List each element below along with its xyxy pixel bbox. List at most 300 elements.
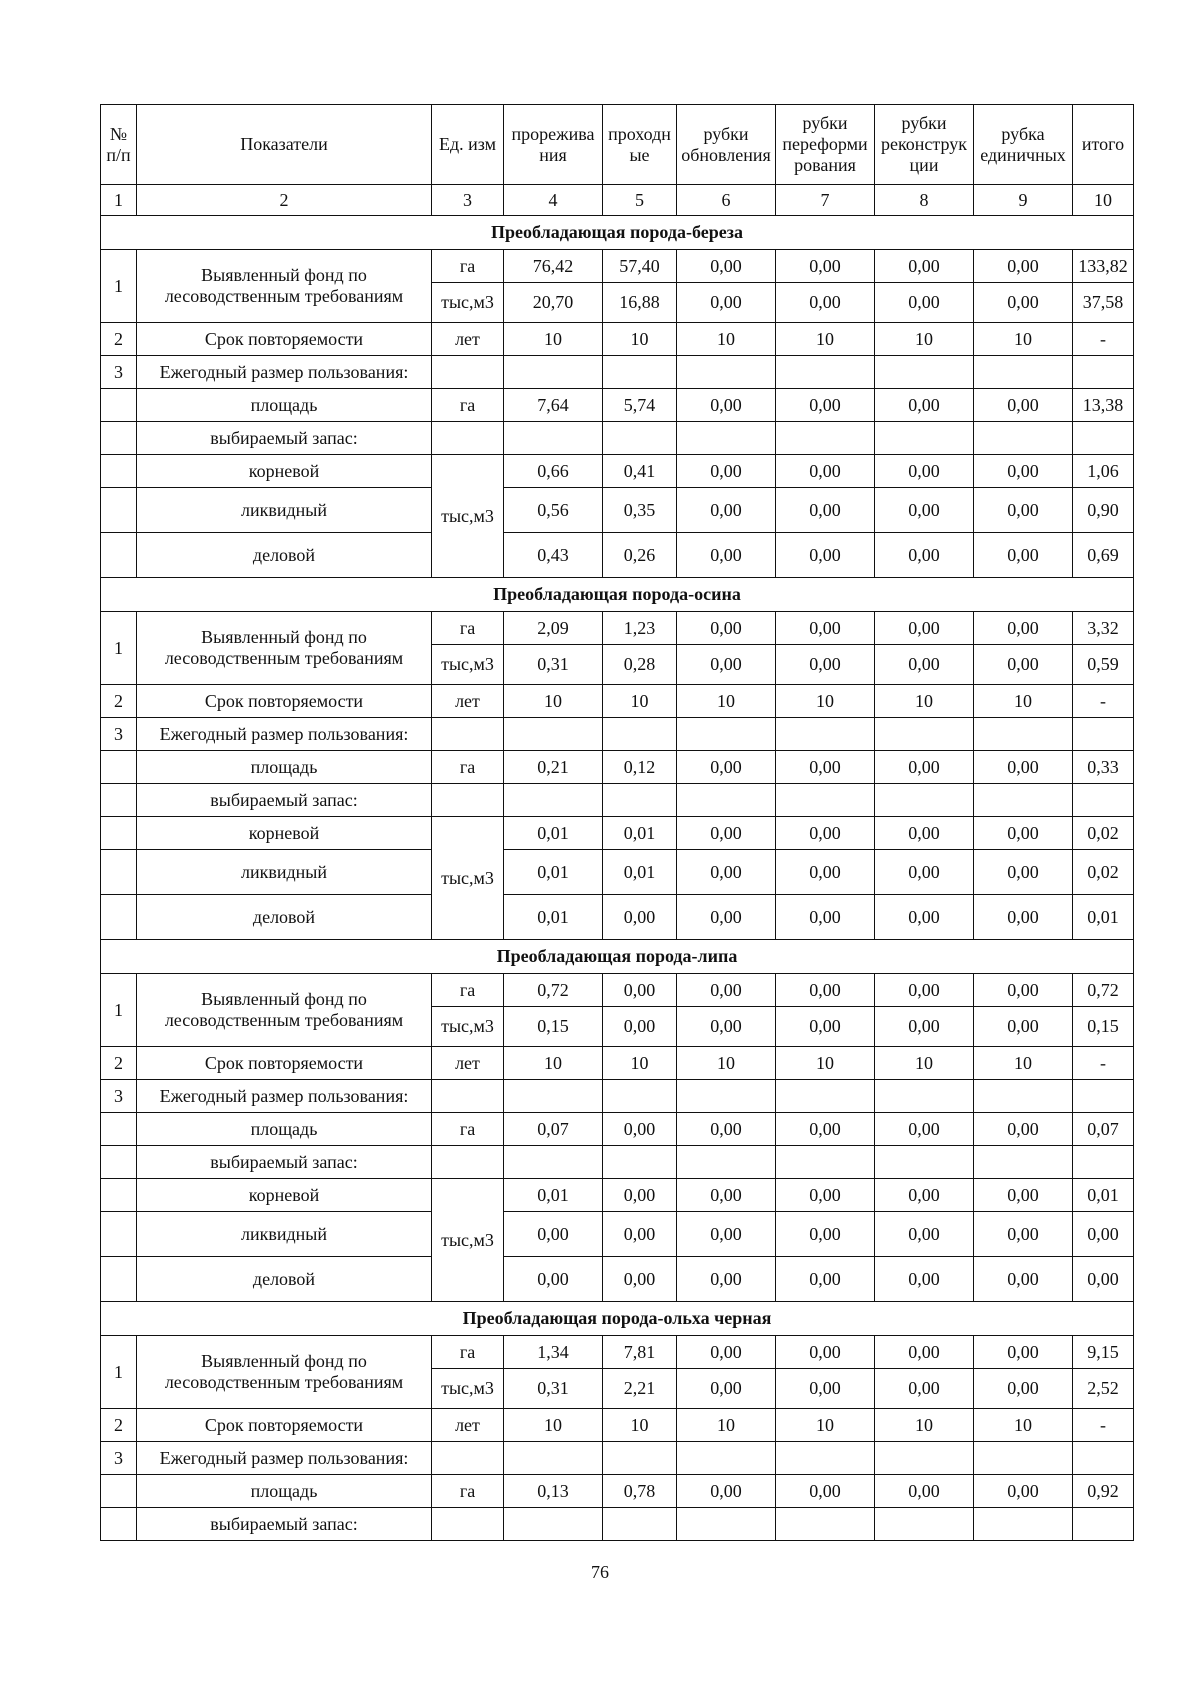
value-cell: 0,00 bbox=[776, 1007, 875, 1047]
empty-cell bbox=[776, 718, 875, 751]
empty-cell bbox=[1073, 356, 1134, 389]
empty-cell bbox=[504, 1508, 603, 1541]
value-cell: 133,82 bbox=[1073, 250, 1134, 283]
header-row bbox=[101, 105, 1134, 185]
row-label: выбираемый запас: bbox=[137, 784, 432, 817]
empty-cell bbox=[101, 817, 137, 850]
annual-row bbox=[101, 356, 1134, 389]
value-cell: 0,33 bbox=[1073, 751, 1134, 784]
empty-cell bbox=[974, 1080, 1073, 1113]
period-row bbox=[101, 1047, 1134, 1080]
value-cell: 0,00 bbox=[974, 817, 1073, 850]
value-cell: 0,00 bbox=[776, 1257, 875, 1302]
unit-cell: га bbox=[432, 250, 504, 283]
value-cell: 37,58 bbox=[1073, 283, 1134, 323]
empty-cell bbox=[776, 784, 875, 817]
empty-cell bbox=[101, 1146, 137, 1179]
row-number: 2 bbox=[101, 685, 137, 718]
row-number: 2 bbox=[101, 323, 137, 356]
value-cell: 0,02 bbox=[1073, 850, 1134, 895]
value-cell: 0,00 bbox=[677, 533, 776, 578]
empty-cell bbox=[101, 1179, 137, 1212]
empty-cell bbox=[875, 1508, 974, 1541]
value-cell: 0,00 bbox=[974, 612, 1073, 645]
empty-cell bbox=[432, 1508, 504, 1541]
area-row bbox=[101, 1475, 1134, 1508]
value-cell: 0,00 bbox=[776, 488, 875, 533]
row-number: 3 bbox=[101, 356, 137, 389]
empty-cell bbox=[1073, 422, 1134, 455]
empty-cell bbox=[677, 422, 776, 455]
value-cell: 0,00 bbox=[776, 533, 875, 578]
value-cell: 0,00 bbox=[677, 1257, 776, 1302]
row-label: корневой bbox=[137, 817, 432, 850]
value-cell: 0,00 bbox=[677, 1179, 776, 1212]
liquid-row bbox=[101, 488, 1134, 533]
value-cell: 10 bbox=[677, 1409, 776, 1442]
column-number-row bbox=[101, 185, 1134, 216]
row-number: 1 bbox=[101, 612, 137, 685]
value-cell: 16,88 bbox=[603, 283, 677, 323]
value-cell: 0,00 bbox=[1073, 1257, 1134, 1302]
value-cell: 20,70 bbox=[504, 283, 603, 323]
value-cell: 0,00 bbox=[974, 751, 1073, 784]
value-cell: 0,00 bbox=[677, 1007, 776, 1047]
column-number: 3 bbox=[432, 185, 504, 216]
empty-cell bbox=[776, 1442, 875, 1475]
value-cell: 0,07 bbox=[1073, 1113, 1134, 1146]
value-cell: 0,00 bbox=[677, 850, 776, 895]
value-cell: 0,00 bbox=[875, 1007, 974, 1047]
value-cell: 0,00 bbox=[776, 455, 875, 488]
empty-cell bbox=[776, 1508, 875, 1541]
value-cell: 0,00 bbox=[677, 283, 776, 323]
area-row bbox=[101, 751, 1134, 784]
annual-row bbox=[101, 1080, 1134, 1113]
value-cell: 0,00 bbox=[677, 612, 776, 645]
value-cell: 0,00 bbox=[974, 850, 1073, 895]
fund-row bbox=[101, 974, 1134, 1007]
section-title-row bbox=[101, 1302, 1134, 1336]
value-cell: 0,00 bbox=[603, 1179, 677, 1212]
header-cell: рубки переформи рования bbox=[776, 105, 875, 185]
empty-cell bbox=[101, 850, 137, 895]
value-cell: 0,00 bbox=[776, 389, 875, 422]
value-cell: 10 bbox=[677, 1047, 776, 1080]
annual-row bbox=[101, 718, 1134, 751]
header-cell: Ед. изм bbox=[432, 105, 504, 185]
row-label: ликвидный bbox=[137, 1212, 432, 1257]
value-cell: - bbox=[1073, 1047, 1134, 1080]
value-cell: 0,01 bbox=[603, 850, 677, 895]
value-cell: 0,00 bbox=[875, 850, 974, 895]
value-cell: 0,00 bbox=[677, 488, 776, 533]
value-cell: 0,59 bbox=[1073, 645, 1134, 685]
value-cell: 0,12 bbox=[603, 751, 677, 784]
value-cell: 0,35 bbox=[603, 488, 677, 533]
value-cell: 0,31 bbox=[504, 645, 603, 685]
value-cell: 0,00 bbox=[875, 1257, 974, 1302]
value-cell: 10 bbox=[504, 323, 603, 356]
value-cell: 0,00 bbox=[875, 1212, 974, 1257]
value-cell: 10 bbox=[974, 1047, 1073, 1080]
period-row bbox=[101, 323, 1134, 356]
value-cell: 0,00 bbox=[875, 817, 974, 850]
header-cell: рубка единичных bbox=[974, 105, 1073, 185]
value-cell: 0,00 bbox=[677, 1475, 776, 1508]
empty-cell bbox=[101, 1257, 137, 1302]
empty-cell bbox=[776, 1146, 875, 1179]
value-cell: 10 bbox=[875, 1047, 974, 1080]
value-cell: 0,00 bbox=[875, 1113, 974, 1146]
value-cell: 0,00 bbox=[776, 250, 875, 283]
value-cell: 0,00 bbox=[974, 250, 1073, 283]
section-title-row bbox=[101, 940, 1134, 974]
value-cell: 0,00 bbox=[875, 1369, 974, 1409]
value-cell: 57,40 bbox=[603, 250, 677, 283]
value-cell: 0,00 bbox=[776, 1212, 875, 1257]
value-cell: 0,28 bbox=[603, 645, 677, 685]
value-cell: 0,00 bbox=[677, 1212, 776, 1257]
empty-cell bbox=[677, 356, 776, 389]
row-number: 1 bbox=[101, 250, 137, 323]
value-cell: 0,02 bbox=[1073, 817, 1134, 850]
value-cell: 0,00 bbox=[677, 645, 776, 685]
unit-cell: тыс,м3 bbox=[432, 1179, 504, 1302]
value-cell: - bbox=[1073, 323, 1134, 356]
empty-cell bbox=[603, 356, 677, 389]
value-cell: 0,00 bbox=[974, 1257, 1073, 1302]
value-cell: 0,90 bbox=[1073, 488, 1134, 533]
header-cell: прорежива ния bbox=[504, 105, 603, 185]
empty-cell bbox=[504, 718, 603, 751]
value-cell: 0,00 bbox=[776, 1179, 875, 1212]
root-row bbox=[101, 1179, 1134, 1212]
value-cell: 7,81 bbox=[603, 1336, 677, 1369]
empty-cell bbox=[974, 1146, 1073, 1179]
value-cell: 0,00 bbox=[677, 389, 776, 422]
empty-cell bbox=[504, 356, 603, 389]
empty-cell bbox=[504, 1442, 603, 1475]
value-cell: 0,00 bbox=[974, 1179, 1073, 1212]
value-cell: 0,01 bbox=[504, 1179, 603, 1212]
value-cell: 10 bbox=[504, 1047, 603, 1080]
empty-cell bbox=[504, 784, 603, 817]
value-cell: 10 bbox=[875, 323, 974, 356]
empty-cell bbox=[432, 1442, 504, 1475]
unit-cell: лет bbox=[432, 1409, 504, 1442]
value-cell: 0,00 bbox=[677, 751, 776, 784]
value-cell: 10 bbox=[875, 685, 974, 718]
value-cell: 0,00 bbox=[1073, 1212, 1134, 1257]
value-cell: 0,00 bbox=[974, 1475, 1073, 1508]
empty-cell bbox=[101, 784, 137, 817]
value-cell: 0,00 bbox=[974, 488, 1073, 533]
value-cell: 0,00 bbox=[603, 1212, 677, 1257]
empty-cell bbox=[1073, 784, 1134, 817]
business-row bbox=[101, 1257, 1134, 1302]
empty-cell bbox=[677, 784, 776, 817]
row-label: деловой bbox=[137, 533, 432, 578]
value-cell: 0,00 bbox=[776, 895, 875, 940]
empty-cell bbox=[1073, 1146, 1134, 1179]
value-cell: 0,00 bbox=[875, 1179, 974, 1212]
empty-cell bbox=[101, 488, 137, 533]
value-cell: 0,00 bbox=[974, 455, 1073, 488]
root-row bbox=[101, 455, 1134, 488]
row-label: Ежегодный размер пользования: bbox=[137, 1442, 432, 1475]
value-cell: 10 bbox=[776, 323, 875, 356]
value-cell: 0,00 bbox=[776, 1336, 875, 1369]
value-cell: 10 bbox=[974, 323, 1073, 356]
value-cell: 0,00 bbox=[677, 895, 776, 940]
empty-cell bbox=[101, 1113, 137, 1146]
area-row bbox=[101, 389, 1134, 422]
row-number: 1 bbox=[101, 1336, 137, 1409]
unit-cell: га bbox=[432, 1113, 504, 1146]
value-cell: 10 bbox=[677, 685, 776, 718]
value-cell: 7,64 bbox=[504, 389, 603, 422]
page-number: 76 bbox=[591, 1562, 609, 1582]
value-cell: 0,00 bbox=[875, 283, 974, 323]
table-body bbox=[101, 216, 1134, 1541]
value-cell: 0,00 bbox=[776, 1369, 875, 1409]
value-cell: 10 bbox=[603, 1047, 677, 1080]
value-cell: 2,52 bbox=[1073, 1369, 1134, 1409]
empty-cell bbox=[101, 455, 137, 488]
value-cell: 0,78 bbox=[603, 1475, 677, 1508]
column-number: 4 bbox=[504, 185, 603, 216]
empty-cell bbox=[776, 356, 875, 389]
annual-row bbox=[101, 1442, 1134, 1475]
value-cell: 0,00 bbox=[974, 533, 1073, 578]
stock-row bbox=[101, 422, 1134, 455]
value-cell: 0,00 bbox=[974, 1113, 1073, 1146]
value-cell: 0,00 bbox=[875, 1475, 974, 1508]
row-number: 2 bbox=[101, 1409, 137, 1442]
value-cell: 0,41 bbox=[603, 455, 677, 488]
row-label: площадь bbox=[137, 1113, 432, 1146]
value-cell: 0,00 bbox=[677, 455, 776, 488]
unit-cell: га bbox=[432, 751, 504, 784]
header-cell: итого bbox=[1073, 105, 1134, 185]
empty-cell bbox=[603, 1080, 677, 1113]
value-cell: 0,31 bbox=[504, 1369, 603, 1409]
empty-cell bbox=[974, 1442, 1073, 1475]
empty-cell bbox=[432, 1146, 504, 1179]
empty-cell bbox=[603, 1508, 677, 1541]
value-cell: 0,00 bbox=[603, 1007, 677, 1047]
empty-cell bbox=[875, 1080, 974, 1113]
row-label: выбираемый запас: bbox=[137, 422, 432, 455]
empty-cell bbox=[677, 1146, 776, 1179]
column-number: 6 bbox=[677, 185, 776, 216]
empty-cell bbox=[432, 356, 504, 389]
empty-cell bbox=[504, 1080, 603, 1113]
section-title: Преобладающая порода-липа bbox=[101, 940, 1134, 974]
value-cell: 0,26 bbox=[603, 533, 677, 578]
row-label: площадь bbox=[137, 389, 432, 422]
value-cell: 0,92 bbox=[1073, 1475, 1134, 1508]
column-number: 5 bbox=[603, 185, 677, 216]
row-label: корневой bbox=[137, 1179, 432, 1212]
column-number: 9 bbox=[974, 185, 1073, 216]
value-cell: 0,00 bbox=[875, 488, 974, 533]
value-cell: 0,00 bbox=[875, 533, 974, 578]
empty-cell bbox=[1073, 1080, 1134, 1113]
row-label: выбираемый запас: bbox=[137, 1508, 432, 1541]
empty-cell bbox=[1073, 1442, 1134, 1475]
value-cell: 2,09 bbox=[504, 612, 603, 645]
empty-cell bbox=[432, 784, 504, 817]
unit-cell: лет bbox=[432, 323, 504, 356]
area-row bbox=[101, 1113, 1134, 1146]
empty-cell bbox=[101, 422, 137, 455]
value-cell: 0,00 bbox=[974, 895, 1073, 940]
unit-cell: тыс,м3 bbox=[432, 817, 504, 940]
value-cell: 10 bbox=[603, 1409, 677, 1442]
empty-cell bbox=[504, 422, 603, 455]
value-cell: 0,21 bbox=[504, 751, 603, 784]
value-cell: 0,69 bbox=[1073, 533, 1134, 578]
row-label: Ежегодный размер пользования: bbox=[137, 718, 432, 751]
row-number: 1 bbox=[101, 974, 137, 1047]
value-cell: 0,00 bbox=[776, 612, 875, 645]
stock-row bbox=[101, 1146, 1134, 1179]
empty-cell bbox=[101, 1508, 137, 1541]
empty-cell bbox=[875, 1442, 974, 1475]
value-cell: 0,01 bbox=[1073, 895, 1134, 940]
empty-cell bbox=[974, 1508, 1073, 1541]
value-cell: 0,00 bbox=[776, 850, 875, 895]
value-cell: 0,00 bbox=[974, 1369, 1073, 1409]
value-cell: 0,00 bbox=[776, 974, 875, 1007]
fund-label: Выявленный фонд по лесоводственным требованиям bbox=[137, 250, 432, 323]
value-cell: 0,00 bbox=[974, 1336, 1073, 1369]
value-cell: 76,42 bbox=[504, 250, 603, 283]
value-cell: 0,43 bbox=[504, 533, 603, 578]
value-cell: 10 bbox=[677, 323, 776, 356]
unit-cell: га bbox=[432, 612, 504, 645]
empty-cell bbox=[1073, 1508, 1134, 1541]
value-cell: 0,00 bbox=[603, 895, 677, 940]
value-cell: 0,15 bbox=[1073, 1007, 1134, 1047]
empty-cell bbox=[974, 356, 1073, 389]
empty-cell bbox=[603, 784, 677, 817]
row-label: выбираемый запас: bbox=[137, 1146, 432, 1179]
value-cell: 0,00 bbox=[875, 455, 974, 488]
fund-row bbox=[101, 1336, 1134, 1369]
empty-cell bbox=[776, 1080, 875, 1113]
value-cell: 0,01 bbox=[603, 817, 677, 850]
period-row bbox=[101, 685, 1134, 718]
value-cell: 0,00 bbox=[504, 1257, 603, 1302]
empty-cell bbox=[875, 1146, 974, 1179]
empty-cell bbox=[875, 356, 974, 389]
section-title: Преобладающая порода-осина bbox=[101, 578, 1134, 612]
unit-cell: га bbox=[432, 1336, 504, 1369]
row-number: 3 bbox=[101, 1442, 137, 1475]
empty-cell bbox=[974, 718, 1073, 751]
empty-cell bbox=[677, 1080, 776, 1113]
stock-row bbox=[101, 784, 1134, 817]
row-label: деловой bbox=[137, 1257, 432, 1302]
value-cell: 5,74 bbox=[603, 389, 677, 422]
empty-cell bbox=[101, 389, 137, 422]
value-cell: - bbox=[1073, 1409, 1134, 1442]
value-cell: 10 bbox=[875, 1409, 974, 1442]
business-row bbox=[101, 533, 1134, 578]
value-cell: 0,00 bbox=[875, 612, 974, 645]
unit-cell: га bbox=[432, 1475, 504, 1508]
value-cell: 3,32 bbox=[1073, 612, 1134, 645]
business-row bbox=[101, 895, 1134, 940]
column-number: 8 bbox=[875, 185, 974, 216]
value-cell: 0,00 bbox=[677, 1369, 776, 1409]
value-cell: 0,00 bbox=[776, 751, 875, 784]
value-cell: 10 bbox=[504, 1409, 603, 1442]
value-cell: 13,38 bbox=[1073, 389, 1134, 422]
value-cell: 10 bbox=[974, 1409, 1073, 1442]
liquid-row bbox=[101, 850, 1134, 895]
value-cell: 0,00 bbox=[677, 250, 776, 283]
value-cell: 0,72 bbox=[1073, 974, 1134, 1007]
unit-cell: тыс,м3 bbox=[432, 283, 504, 323]
empty-cell bbox=[603, 422, 677, 455]
value-cell: 0,00 bbox=[776, 645, 875, 685]
empty-cell bbox=[1073, 718, 1134, 751]
value-cell: 0,01 bbox=[504, 895, 603, 940]
row-label: Срок повторяемости bbox=[137, 685, 432, 718]
value-cell: 1,06 bbox=[1073, 455, 1134, 488]
empty-cell bbox=[875, 422, 974, 455]
unit-cell: лет bbox=[432, 685, 504, 718]
liquid-row bbox=[101, 1212, 1134, 1257]
empty-cell bbox=[677, 718, 776, 751]
unit-cell: тыс,м3 bbox=[432, 645, 504, 685]
value-cell: 9,15 bbox=[1073, 1336, 1134, 1369]
value-cell: 0,00 bbox=[603, 974, 677, 1007]
fund-label: Выявленный фонд по лесоводственным требованиям bbox=[137, 1336, 432, 1409]
value-cell: 10 bbox=[504, 685, 603, 718]
value-cell: 1,23 bbox=[603, 612, 677, 645]
value-cell: 0,00 bbox=[504, 1212, 603, 1257]
empty-cell bbox=[776, 422, 875, 455]
empty-cell bbox=[101, 751, 137, 784]
value-cell: 10 bbox=[603, 323, 677, 356]
empty-cell bbox=[677, 1508, 776, 1541]
value-cell: 0,13 bbox=[504, 1475, 603, 1508]
empty-cell bbox=[432, 718, 504, 751]
row-label: Срок повторяемости bbox=[137, 1047, 432, 1080]
row-label: площадь bbox=[137, 751, 432, 784]
value-cell: 10 bbox=[776, 685, 875, 718]
unit-cell: лет bbox=[432, 1047, 504, 1080]
value-cell: 0,00 bbox=[875, 895, 974, 940]
value-cell: 0,01 bbox=[1073, 1179, 1134, 1212]
row-label: ликвидный bbox=[137, 488, 432, 533]
header-cell: рубки обновления bbox=[677, 105, 776, 185]
value-cell: 0,00 bbox=[776, 283, 875, 323]
empty-cell bbox=[875, 718, 974, 751]
row-label: корневой bbox=[137, 455, 432, 488]
empty-cell bbox=[677, 1442, 776, 1475]
fund-row bbox=[101, 250, 1134, 283]
value-cell: 0,00 bbox=[974, 1007, 1073, 1047]
value-cell: 0,00 bbox=[677, 1336, 776, 1369]
row-number: 3 bbox=[101, 718, 137, 751]
value-cell: 0,72 bbox=[504, 974, 603, 1007]
